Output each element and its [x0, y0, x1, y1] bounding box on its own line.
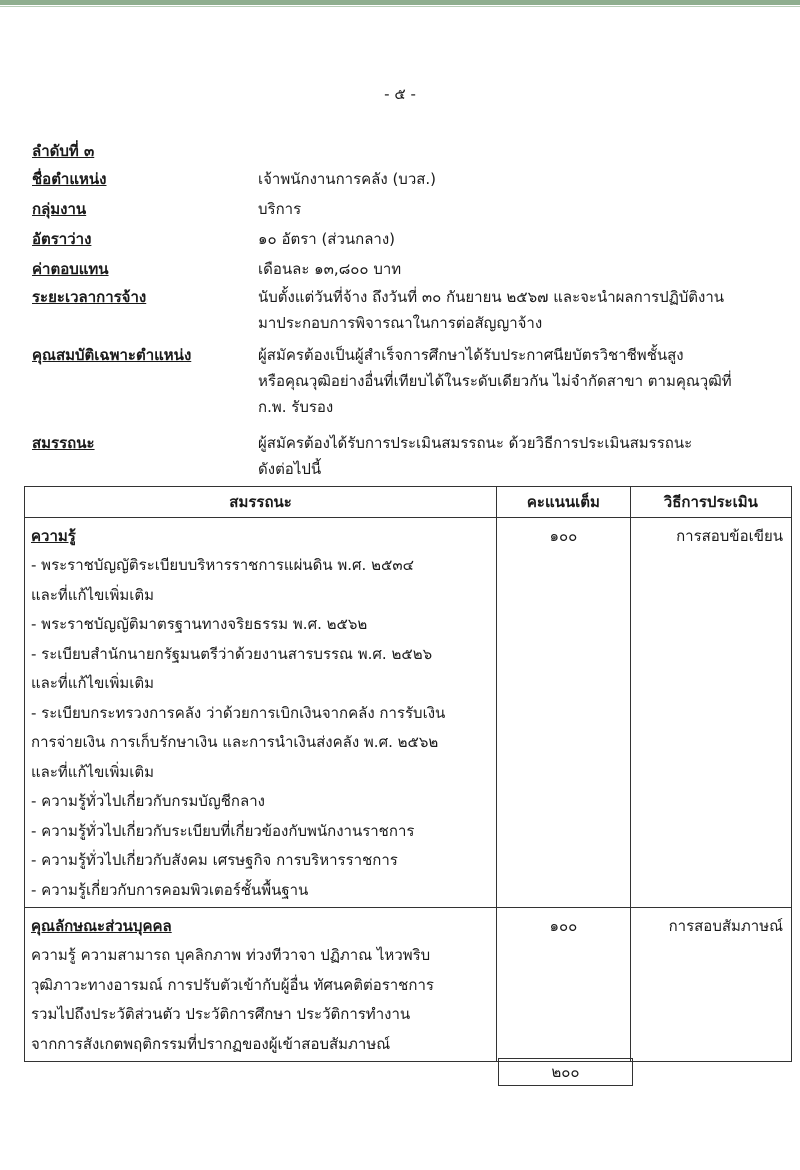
- header-competency: สมรรถนะ: [25, 487, 497, 518]
- score-cell: [497, 518, 630, 908]
- competency-item: วุฒิภาวะทางอารมณ์ การปรับตัวเข้ากับผู้อื่น ทัศนคติต่อราชการ: [31, 975, 434, 994]
- assessment-method-value: การสอบข้อเขียน: [676, 527, 783, 545]
- field-label: ลำดับที่ ๓: [32, 142, 95, 160]
- competency-item: - พระราชบัญญัติมาตรฐานทางจริยธรรม พ.ศ. ๒๕๖๒: [31, 615, 368, 633]
- table-row: [25, 908, 792, 1062]
- field-label: คุณสมบัติเฉพาะตำแหน่ง: [32, 346, 192, 364]
- competency-item: - ความรู้ทั่วไปเกี่ยวกับกรมบัญชีกลาง: [31, 792, 265, 810]
- field-value: [258, 284, 792, 336]
- competency-item: และที่แก้ไขเพิ่มเติม: [31, 585, 155, 604]
- field-label: ค่าตอบแทน: [32, 260, 109, 278]
- total-score: ๒๐๐: [498, 1058, 633, 1086]
- competency-item: - พระราชบัญญัติระเบียบบริหารราชการแผ่นดิน พ.ศ. ๒๕๓๔: [31, 556, 414, 574]
- competency-item: จากการสังเกตพฤติกรรมที่ปรากฏของผู้เข้าสอบสัมภาษณ์: [31, 1034, 391, 1053]
- field-value-line: ดังต่อไปนี้: [258, 460, 322, 478]
- competency-item: - ความรู้ทั่วไปเกี่ยวกับระเบียบที่เกี่ยวข้องกับพนักงานราชการ: [31, 821, 415, 840]
- field-label: อัตราว่าง: [32, 230, 92, 248]
- competency-category-title: คุณลักษณะส่วนบุคคล: [31, 917, 172, 935]
- competency-item: ความรู้ ความสามารถ บุคลิกภาพ ท่วงทีวาจา ปฏิภาณ ไหวพริบ: [31, 946, 431, 964]
- field-value-line: ผู้สมัครต้องเป็นผู้สำเร็จการศึกษาได้รับประกาศนียบัตรวิชาชีพชั้นสูง: [258, 346, 684, 364]
- table-header-row: [25, 487, 792, 518]
- field-label: สมรรถนะ: [32, 434, 95, 452]
- field-value-line: เจ้าพนักงานการคลัง (บวส.): [258, 170, 437, 188]
- competency-item: - ระเบียบกระทรวงการคลัง ว่าด้วยการเบิกเงินจากคลัง การรับเงิน: [31, 703, 446, 722]
- field-label: ชื่อตำแหน่ง: [32, 170, 107, 188]
- field-value-line: บริการ: [258, 200, 302, 218]
- page-number: - ๕ -: [384, 85, 416, 103]
- field-value-line: ก.พ. รับรอง: [258, 398, 334, 416]
- page-top-border: [0, 0, 800, 5]
- method-cell: [630, 908, 791, 1062]
- field-value-line: นับตั้งแต่วันที่จ้าง ถึงวันที่ ๓๐ กันยายน ๒๕๖๗ และจะนำผลการปฏิบัติงาน: [258, 288, 725, 306]
- method-cell: [630, 518, 791, 908]
- field-value: [258, 342, 792, 420]
- field-value: [258, 196, 792, 222]
- field-label: ระยะเวลาการจ้าง: [32, 288, 147, 306]
- field-value-line: มาประกอบการพิจารณาในการต่อสัญญาจ้าง: [258, 314, 543, 332]
- competency-item: - ความรู้ทั่วไปเกี่ยวกับสังคม เศรษฐกิจ การบริหารราชการ: [31, 851, 398, 869]
- field-value: [258, 430, 792, 482]
- table-row: [25, 518, 792, 908]
- field-value-line: เดือนละ ๑๓,๘๐๐ บาท: [258, 260, 402, 278]
- field-value: [258, 256, 792, 282]
- competency-item: รวมไปถึงประวัติส่วนตัว ประวัติการศึกษา ประวัติการทำงาน: [31, 1005, 411, 1023]
- field-value-line: หรือคุณวุฒิอย่างอื่นที่เทียบได้ในระดับเดียวกัน ไม่จำกัดสาขา ตามคุณวุฒิที่: [258, 372, 732, 390]
- field-value: [258, 166, 792, 192]
- competency-cell: [25, 518, 497, 908]
- competency-cell: [25, 908, 497, 1062]
- competency-item: การจ่ายเงิน การเก็บรักษาเงิน และการนำเงินส่งคลัง พ.ศ. ๒๕๖๒: [31, 733, 439, 751]
- competency-category-title: ความรู้: [31, 527, 76, 545]
- header-assessment-method: วิธีการประเมิน: [630, 487, 791, 518]
- full-score-value: ๑๐๐: [549, 917, 578, 935]
- field-value-line: ๑๐ อัตรา (ส่วนกลาง): [258, 230, 395, 248]
- competency-item: - ระเบียบสำนักนายกรัฐมนตรีว่าด้วยงานสารบรรณ พ.ศ. ๒๕๒๖: [31, 644, 433, 663]
- assessment-method-value: การสอบสัมภาษณ์: [668, 917, 783, 935]
- score-cell: [497, 908, 630, 1062]
- header-full-score: คะแนนเต็ม: [497, 487, 630, 518]
- field-label: กลุ่มงาน: [32, 200, 87, 218]
- competency-item: และที่แก้ไขเพิ่มเติม: [31, 674, 155, 692]
- full-score-value: ๑๐๐: [549, 527, 578, 545]
- competency-item: - ความรู้เกี่ยวกับการคอมพิวเตอร์ชั้นพื้นฐาน: [31, 880, 309, 899]
- competency-table: [24, 486, 792, 1062]
- field-value-line: ผู้สมัครต้องได้รับการประเมินสมรรถนะ ด้วยวิธีการประเมินสมรรถนะ: [258, 434, 693, 452]
- field-value: [258, 226, 792, 252]
- competency-item: และที่แก้ไขเพิ่มเติม: [31, 762, 155, 781]
